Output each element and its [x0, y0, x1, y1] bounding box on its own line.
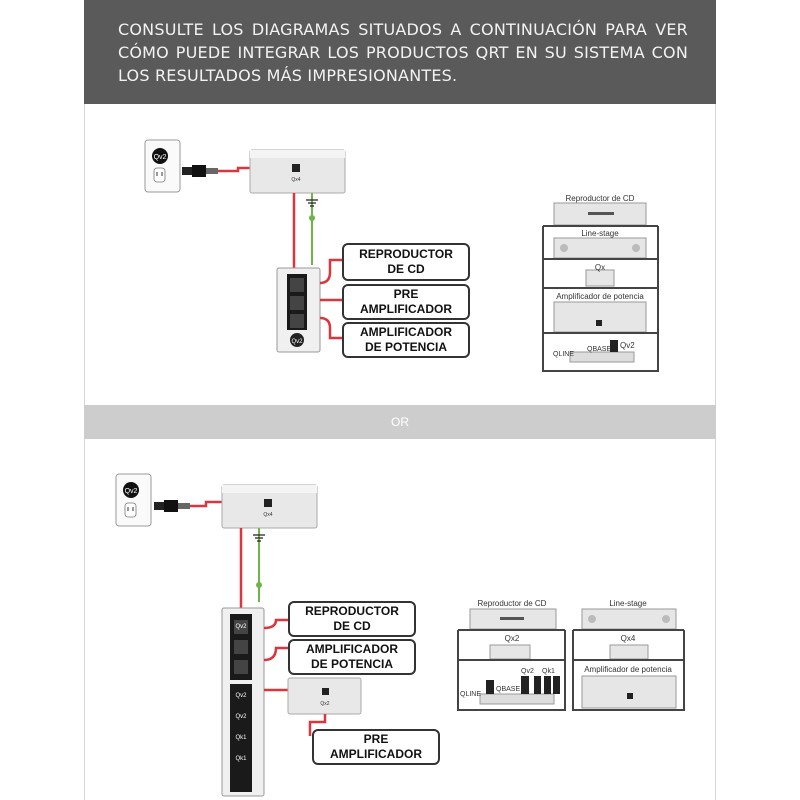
label-pre-amplificador-2: PRE AMPLIFICADOR [312, 729, 440, 765]
conditioner-label: Qx4 [291, 177, 301, 183]
rack2-qk1: Qk1 [542, 668, 555, 675]
power-plug-2 [154, 500, 190, 512]
label-reproductor-cd-2: REPRODUCTOR DE CD [288, 601, 416, 637]
rack1-qline: QLINE [553, 351, 575, 358]
rack2-cd: Reproductor de CD [477, 599, 547, 608]
rack1-cd: Reproductor de CD [565, 194, 635, 203]
or-label: OR [391, 415, 409, 429]
qx4-conditioner-2 [222, 485, 317, 528]
small-unit-label: Qx2 [320, 701, 330, 707]
rack1-qv2: Qv2 [620, 341, 635, 350]
outlet-badge: Qv2 [153, 154, 167, 161]
rack2-qbase: QBASE [496, 686, 521, 693]
power-cable-2 [190, 502, 222, 506]
wall-outlet-2 [116, 474, 151, 526]
rack2-qx2: Qx2 [504, 634, 520, 643]
label-amplificador-potencia-1: AMPLIFICADOR DE POTENCIA [342, 322, 470, 358]
rack2-qline: QLINE [460, 691, 482, 698]
link-amp-2 [264, 648, 288, 660]
label-pre-amplificador-1: PRE AMPLIFICADOR [342, 284, 470, 320]
rack1-qx: Qx [594, 263, 606, 272]
rack1-amp: Amplificador de potencia [556, 292, 644, 301]
power-strip-2 [222, 608, 264, 796]
rack2-qv2: Qv2 [521, 668, 534, 675]
rack3-qx4: Qx4 [620, 634, 636, 643]
conditioner-label-2: Qx4 [263, 512, 273, 518]
strip-badge-4: Qk1 [235, 756, 247, 762]
strip-badge: Qv2 [291, 339, 303, 345]
strip-badge-3: Qk1 [235, 735, 247, 741]
strip-badge-top: Qv2 [235, 624, 247, 630]
rack-2-left [458, 599, 565, 711]
label-reproductor-cd-1: REPRODUCTOR DE CD [342, 243, 470, 281]
strip-badge-1: Qv2 [235, 693, 247, 699]
strip-badge-2: Qv2 [235, 714, 247, 720]
outlet-badge-2: Qv2 [124, 488, 138, 495]
rack1-line: Line-stage [581, 229, 619, 238]
rack-2-right [573, 599, 684, 711]
link-cd-2 [264, 620, 288, 628]
qx2-unit [288, 678, 361, 714]
rack3-line: Line-stage [609, 599, 647, 608]
rack1-qbase: QBASE [587, 346, 612, 353]
label-amplificador-potencia-2: AMPLIFICADOR DE POTENCIA [288, 639, 416, 675]
intro-text: CONSULTE LOS DIAGRAMAS SITUADOS A CONTINUACIÓN PARA VER CÓMO PUEDE INTEGRAR LOS PRODUCTOS QRT EN SU SISTEMA CON LOS RESULTADOS MÁS IMPRESIONANTES. [118, 20, 688, 85]
rack3-amp: Amplificador de potencia [584, 665, 672, 674]
